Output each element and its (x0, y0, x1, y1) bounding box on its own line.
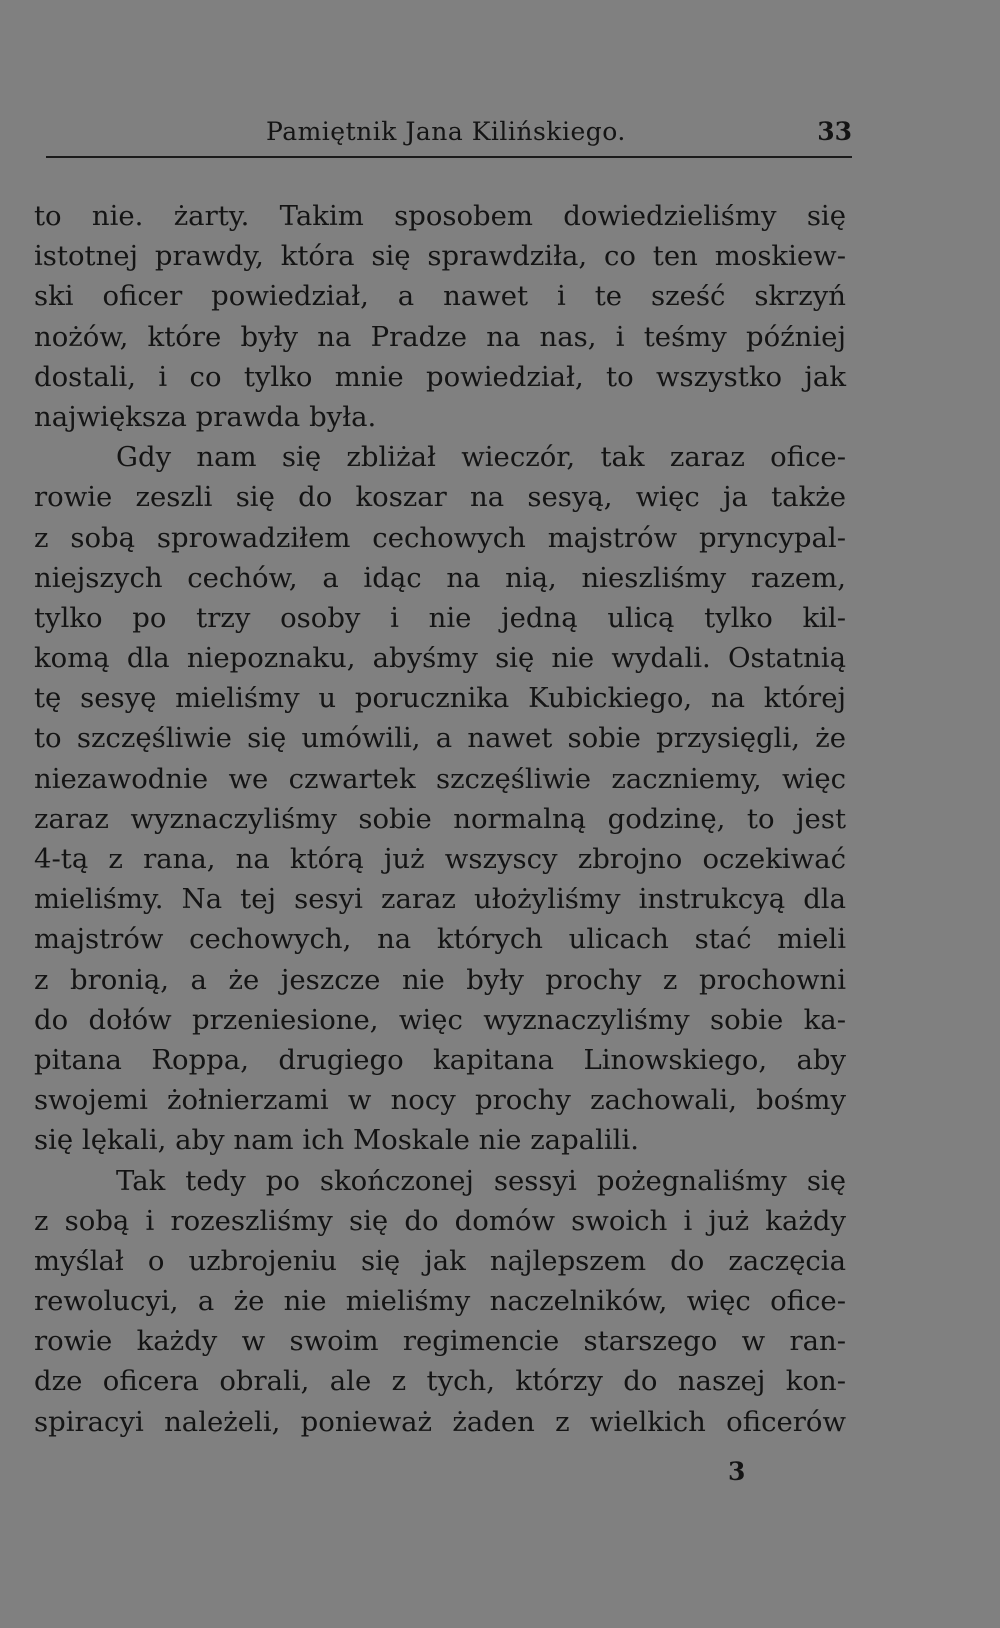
text-line: mieliśmy. Na tej sesyi zaraz ułożyliśmy instrukcyą dla (34, 883, 846, 916)
text-line: dze oficera obrali, ale z tych, którzy do naszej kon- (34, 1365, 846, 1398)
text-line: to szczęśliwie się umówili, a nawet sobie przysięgli, że (34, 722, 846, 755)
text-line: tylko po trzy osoby i nie jedną ulicą tylko kil- (34, 601, 846, 634)
text-line: to nie. żarty. Takim sposobem dowiedzieliśmy się (34, 200, 846, 232)
page-number: 33 (817, 117, 852, 146)
text-line: Gdy nam się zbliżał wieczór, tak zaraz oficе- (116, 441, 846, 474)
text-line: swojemi żołnierzami w nocy prochy zachowali, bośmy (34, 1084, 846, 1117)
signature-mark: 3 (728, 1457, 746, 1486)
running-head (40, 112, 852, 152)
text-line: Tak tedy po skończonej sessyi pożegnaliśmy się (116, 1164, 846, 1197)
text-line: nożów, które były na Pradze na nas, i teśmy później (34, 320, 846, 353)
body-text (34, 196, 846, 1442)
text-line: tę sesyę mieliśmy u porucznika Kubickiego, na której (34, 682, 846, 715)
running-title: Pamiętnik Jana Kilińskiego. (266, 117, 626, 146)
text-line: pitana Roppa, drugiego kapitana Linowskiego, aby (34, 1043, 846, 1076)
text-line: niezawodnie we czwartek szczęśliwie zaczniemy, więc (34, 762, 846, 795)
text-line: ski oficer powiedział, a nawet i te sześć skrzyń (34, 280, 846, 313)
text-line: dostali, i co tylko mnie powiedział, to wszystko jak (34, 360, 846, 393)
text-line: istotnej prawdy, która się sprawdziła, co ten moskiew- (34, 240, 846, 273)
text-line: komą dla niepoznaku, abyśmy się nie wydali. Ostatnią (34, 642, 846, 675)
text-line: rowie każdy w swoim regimencie starszego w ran- (34, 1325, 846, 1358)
text-line: majstrów cechowych, na których ulicach stać mieli (34, 923, 846, 956)
text-line: zaraz wyznaczyliśmy sobie normalną godzinę, to jest (34, 802, 846, 835)
text-line: z sobą sprowadziłem cechowych majstrów pryncypal- (34, 521, 846, 554)
text-line: niejszych cechów, a idąc na nią, nieszliśmy razem, (34, 561, 846, 594)
text-line: rewolucyi, a że nie mieliśmy naczelników, więc oficе- (34, 1285, 846, 1318)
text-line: największa prawda była. (34, 400, 377, 433)
text-line: się lękali, aby nam ich Moskale nie zapalili. (34, 1124, 639, 1157)
text-line: spiracyi należeli, ponieważ żaden z wielkich oficerów (34, 1405, 846, 1438)
text-line: z sobą i rozeszliśmy się do domów swoich i już każdy (34, 1204, 846, 1237)
text-line: do dołów przeniesione, więc wyznaczyliśmy sobie ka- (34, 1003, 846, 1036)
text-line: myślał o uzbrojeniu się jak najlepszem do zaczęcia (34, 1244, 846, 1277)
text-line: z bronią, a że jeszcze nie były prochy z prochowni (34, 963, 846, 996)
text-line: 4-tą z rana, na którą już wszyscy zbrojno oczekiwać (34, 843, 846, 875)
header-rule (46, 156, 852, 158)
text-line: rowie zeszli się do koszar na sesyą, więc ja także (34, 481, 846, 514)
